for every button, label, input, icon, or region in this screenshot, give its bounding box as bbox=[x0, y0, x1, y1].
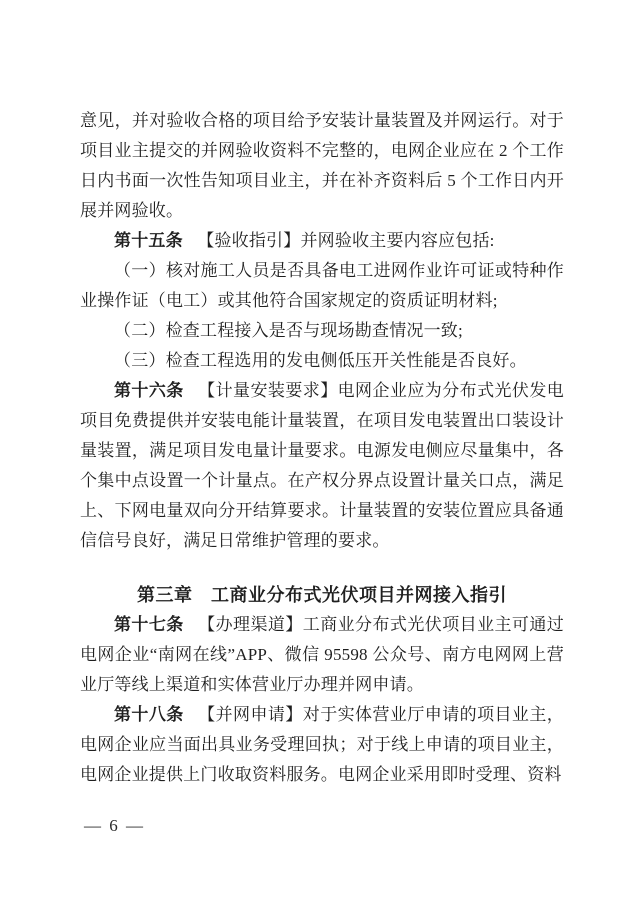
article-17-text: 【办理渠道】工商业分布式光伏项目业主可通过电网企业“南网在线”APP、微信 95598 公众号、南方电网网上营业厅等线上渠道和实体营业厅办理并网申请。 bbox=[80, 615, 564, 694]
article-16 bbox=[80, 376, 564, 556]
article-17 bbox=[80, 610, 564, 700]
list-item-1: （一）核对施工人员是否具备电工进网作业许可证或特种作业操作证（电工）或其他符合国家规定的资质证明材料; bbox=[80, 261, 564, 310]
article-18 bbox=[80, 700, 564, 790]
article-18-number: 第十八条 bbox=[114, 705, 184, 724]
list-item-3: （三）检查工程选用的发电侧低压开关性能是否良好。 bbox=[114, 351, 527, 370]
document-body bbox=[80, 106, 564, 790]
article-15 bbox=[80, 226, 564, 256]
list-item-2: （二）检查工程接入是否与现场勘查情况一致; bbox=[114, 321, 463, 340]
chapter-3-heading: 第三章 工商业分布式光伏项目并网接入指引 bbox=[137, 585, 507, 605]
page-number: — 6 — bbox=[84, 816, 145, 835]
article-15-text: 【验收指引】并网验收主要内容应包括: bbox=[197, 231, 495, 250]
article-15-number: 第十五条 bbox=[114, 231, 183, 250]
article-18-text: 【并网申请】对于实体营业厅申请的项目业主，电网企业应当面出具业务受理回执；对于线上申请的项目业主，电网企业提供上门收取资料服务。电网企业采用即时受理、资料 bbox=[80, 705, 564, 784]
article-16-text: 【计量安装要求】电网企业应为分布式光伏发电项目免费提供并安装电能计量装置，在项目发电装置出口装设计量装置，满足项目发电量计量要求。电源发电侧应尽量集中，各个集中点设置一个计量点。在产权分界点设置计量关口点，满足上、下网电量双向分开结算要求。计量装置的安装位置应具备通信信号良好，满足日常维护管理的要求。 bbox=[80, 381, 564, 550]
article-17-number: 第十七条 bbox=[114, 615, 184, 634]
paragraph-continuation: 意见，并对验收合格的项目给予安装计量装置及并网运行。对于项目业主提交的并网验收资料不完整的，电网企业应在 2 个工作日内书面一次性告知项目业主，并在补齐资料后 5 个工作日内开展并网验收。 bbox=[80, 111, 564, 220]
article-16-number: 第十六条 bbox=[114, 381, 184, 400]
